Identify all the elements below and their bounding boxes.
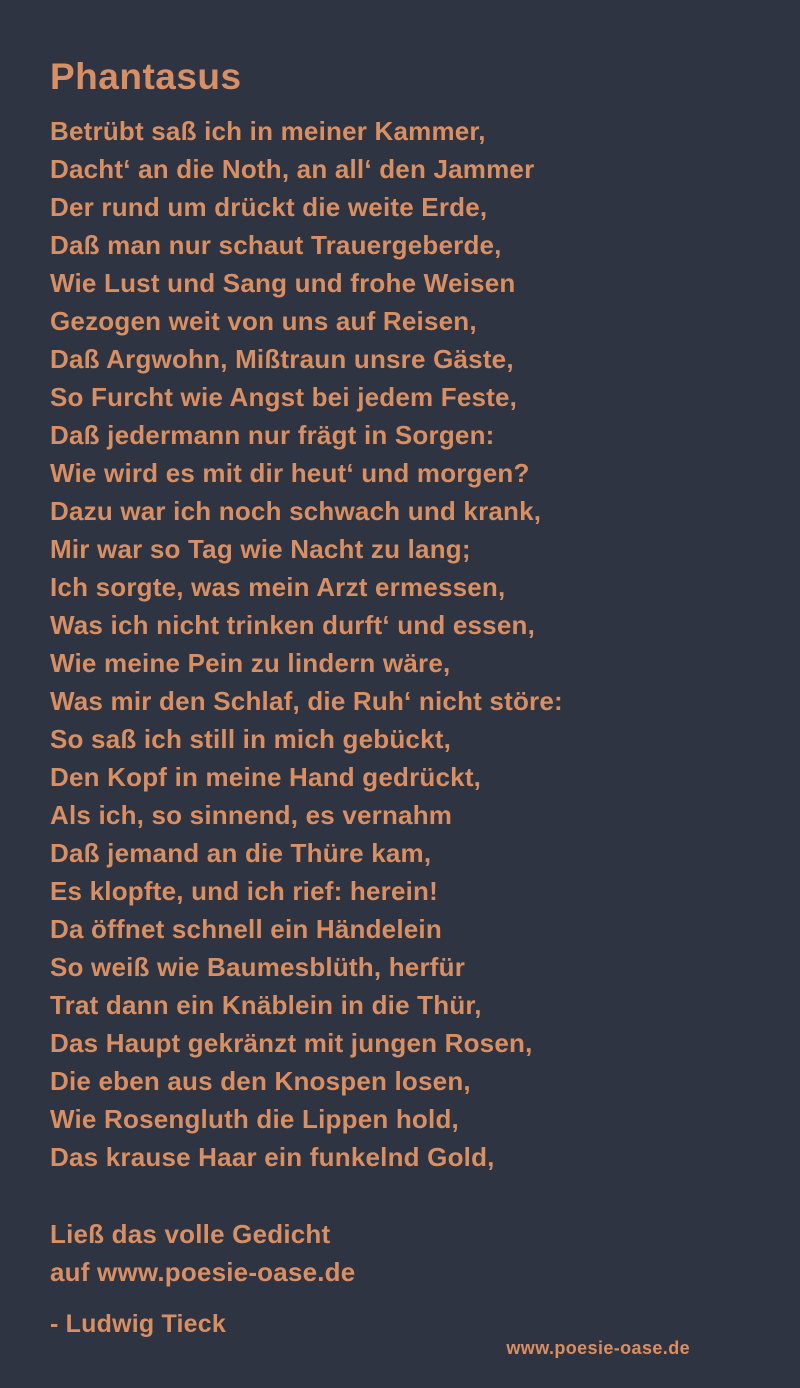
- poem-line: Daß Argwohn, Mißtraun unsre Gäste,: [50, 344, 514, 374]
- poem-line: Wie meine Pein zu lindern wäre,: [50, 648, 451, 678]
- poem-line: So saß ich still in mich gebückt,: [50, 724, 452, 754]
- poem-line: Trat dann ein Knäblein in die Thür,: [50, 990, 482, 1020]
- poem-line: Den Kopf in meine Hand gedrückt,: [50, 762, 482, 792]
- poem-line: Dazu war ich noch schwach und krank,: [50, 496, 542, 526]
- poem-line: Daß jemand an die Thüre kam,: [50, 838, 432, 868]
- poem-line: Das Haupt gekränzt mit jungen Rosen,: [50, 1028, 533, 1058]
- poem-line: Gezogen weit von uns auf Reisen,: [50, 306, 477, 336]
- poem-line: Dacht‘ an die Noth, an all‘ den Jammer: [50, 154, 535, 184]
- poem-line: Es klopfte, und ich rief: herein!: [50, 876, 438, 906]
- poem-line: Das krause Haar ein funkelnd Gold,: [50, 1142, 495, 1172]
- cta-block: [50, 1215, 355, 1291]
- poem-line: Der rund um drückt die weite Erde,: [50, 192, 488, 222]
- poem-line: Wie wird es mit dir heut‘ und morgen?: [50, 458, 530, 488]
- poem-line: Betrübt saß ich in meiner Kammer,: [50, 116, 486, 146]
- poem-line: Was mir den Schlaf, die Ruh‘ nicht störe:: [50, 686, 563, 716]
- poem-line: Da öffnet schnell ein Händelein: [50, 914, 442, 944]
- poem-line: Was ich nicht trinken durft‘ und essen,: [50, 610, 536, 640]
- poem-line: Ich sorgte, was mein Arzt ermessen,: [50, 572, 506, 602]
- poem-author: - Ludwig Tieck: [50, 1310, 226, 1338]
- poem-line: Wie Lust und Sang und frohe Weisen: [50, 268, 516, 298]
- poem-body: [50, 112, 750, 1176]
- poem-line: Daß jedermann nur frägt in Sorgen:: [50, 420, 495, 450]
- poem-title: Phantasus: [50, 56, 242, 97]
- poem-line: Die eben aus den Knospen losen,: [50, 1066, 471, 1096]
- cta-line-1: Ließ das volle Gedicht: [50, 1219, 331, 1249]
- poem-line: Daß man nur schaut Trauergeberde,: [50, 230, 502, 260]
- site-footer-url: www.poesie-oase.de: [506, 1338, 690, 1358]
- poem-line: So Furcht wie Angst bei jedem Feste,: [50, 382, 518, 412]
- poem-line: Als ich, so sinnend, es vernahm: [50, 800, 453, 830]
- cta-line-2: auf www.poesie-oase.de: [50, 1257, 356, 1287]
- poem-line: Mir war so Tag wie Nacht zu lang;: [50, 534, 471, 564]
- poem-line: So weiß wie Baumesblüth, herfür: [50, 952, 466, 982]
- poem-line: Wie Rosengluth die Lippen hold,: [50, 1104, 459, 1134]
